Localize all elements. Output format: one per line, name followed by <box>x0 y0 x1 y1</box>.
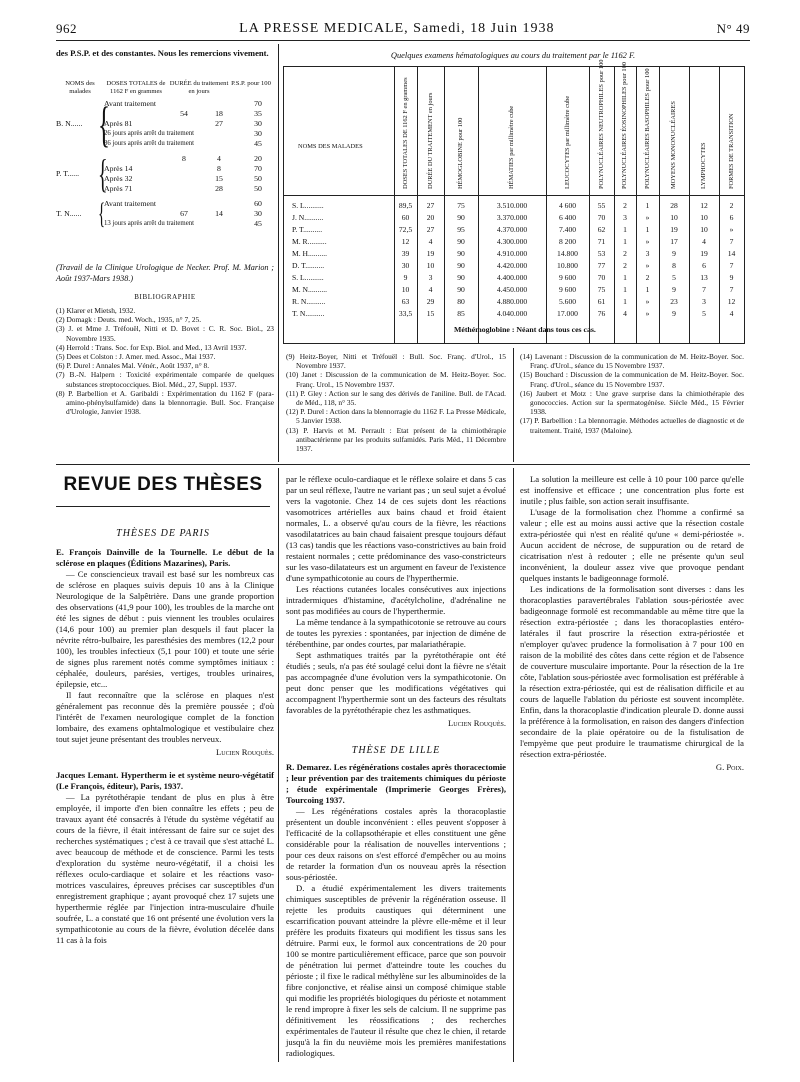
dose-cell: 20 <box>254 154 262 164</box>
hemato-cell: 27 <box>426 201 435 210</box>
hemato-cell: 72,5 <box>398 225 413 234</box>
dose-table-header <box>56 80 272 95</box>
hemato-cell: 75 <box>457 201 465 210</box>
hemato-column-rule <box>689 67 690 343</box>
bibliography-list <box>56 306 274 416</box>
hemato-col-header: HÉMATIES par millimètre cube <box>508 105 515 189</box>
hemato-cell: 1 <box>623 225 627 234</box>
dose-cell: Après 81 <box>104 119 133 129</box>
reference-item: (9) Heitz-Boyer, Nitti et Tréfouël : Bull. Soc. Franç. d'Urol., 15 Novembre 1937. <box>286 352 506 371</box>
hemato-cell: 13 <box>700 273 708 282</box>
dose-row <box>104 119 272 129</box>
dose-group <box>56 199 272 229</box>
hemato-cell: 10 <box>700 225 708 234</box>
thesis-3-title: R. Demarez. Les régénérations costales après thoracectomie ; leur prévention par des traitements chimiques du périoste ; étude expérimentale (Imprimerie Georges Frères), Tourcoing 1937. <box>286 762 506 805</box>
hemato-cell: 33,5 <box>398 309 413 318</box>
hemato-cell: J. N.......... <box>292 213 324 222</box>
dose-cell: 54 <box>180 109 188 119</box>
hemato-cell: 27 <box>426 225 435 234</box>
hemato-cell: 90 <box>457 237 465 246</box>
thesis-2-signature: Lucien Rouquès. <box>448 718 506 728</box>
hemato-cell: 1 <box>623 285 627 294</box>
hemato-col-header: DURÉE DU TRAITEMENT en jours <box>426 92 434 189</box>
dose-cell: 60 <box>254 199 262 209</box>
thesis-2-title: Jacques Lemant. Hypertherm ie et système neuro-végétatif (Le François, éditeur), Paris, 1937. <box>56 770 274 791</box>
dose-cell: 8 <box>217 164 221 174</box>
bibliography-item: (5) Dees et Colston : J. Amer. med. Assoc., Mai 1937. <box>56 352 216 362</box>
hemato-cell: 53 <box>597 249 606 258</box>
hemato-cell: 89,5 <box>398 201 413 210</box>
hemato-cell: 4.040.000 <box>496 309 528 318</box>
hemato-table-header <box>284 59 744 196</box>
section-divider <box>56 464 750 465</box>
paris-heading: THÈSES DE PARIS <box>116 528 210 539</box>
dose-cell <box>174 99 194 109</box>
hemato-column-rule <box>614 67 615 343</box>
page-number: 962 <box>56 21 77 36</box>
heading-rule <box>56 506 270 507</box>
hemato-cell: 14.800 <box>557 249 578 258</box>
hemato-cell: 2 <box>623 249 627 258</box>
dose-cell <box>174 119 194 129</box>
hemato-cell: 9 600 <box>558 273 577 282</box>
hemato-cell: » <box>645 261 650 270</box>
hemato-cell: 1 <box>623 297 627 306</box>
hemato-cell: 10 <box>426 261 435 270</box>
hemato-col-header: HÉMOGLOBINE pour 100 <box>457 117 464 189</box>
brace-icon: { <box>98 96 110 153</box>
hemato-cell: 9 <box>672 309 676 318</box>
hemato-col-header: MOYENS MONONUCLÉAIRES <box>670 101 677 189</box>
dose-cell: 27 <box>215 119 223 129</box>
hemato-cell: S. L.......... <box>292 273 324 282</box>
hemato-cell: S. L.......... <box>292 201 324 210</box>
reference-item: (10) Janet : Discussion de la communication de M. Heitz-Boyer. Soc. Franç. Urol., 15 Novembre 1937. <box>286 370 506 389</box>
dose-cell: Après 14 <box>104 164 133 174</box>
hemato-cell: 4 <box>428 285 433 294</box>
dose-cell: 35 <box>254 109 262 119</box>
dose-cell: 8 <box>182 154 186 164</box>
bibliography-item: (2) Domagk : Deuts. med. Woch., 1935, n° 7, 25. <box>56 315 202 325</box>
dose-cell: 4 <box>217 154 221 164</box>
hemato-cell: 4.300.000 <box>496 237 528 246</box>
hemato-cell: 63 <box>401 297 410 306</box>
hemato-cell: 60 <box>401 213 410 222</box>
thesis-2-para-1-cont: par le réflexe oculo-cardiaque et le réflexe solaire et dans 5 cas par un seul réflexe, l'autre ne variant pas ; un seul sujet a évolué vers la vagotonie. Chez 14 de ces sujets dont les réactions vasomotrices artérielles aux bains chaud et froid étaient normales, L. a observé qu'au cours de la fièvre, les réactions vasodilatatrices au bain chaud faisaient presque toujours défaut (13 cas) tandis que les réactions vaso-constrictives au bain froid restaient normales ; cette prédominance des vaso-constricteurs sur les vaso-dilatateurs est un argument en faveur de l'existence d'une sympathicotonie au cours de l'hyperthermie. <box>286 474 506 583</box>
dose-col-psp: P.S.P. pour 100 <box>231 80 271 87</box>
hemato-col-header: FORMES DE TRANSITION <box>727 113 735 189</box>
dose-cell <box>194 99 244 109</box>
hemato-cell: 19 <box>670 225 678 234</box>
thesis-3-para-2: D. a étudié expérimentalement les divers traitements chimiques susceptibles de prévenir la régénération osseuse. Il rejette les produits caustiques qui déterminent une escarrification pouvant atteindre la plèvre elle-même et il leur préfère les produits fixateurs qui modifient les tissus sans les détruire. Parmi eux, le formol aux concentrations de 20 pour 100 se montre particulièrement efficace, parce que son pouvoir de pénétration lui permet d'atteindre toute les couches du périoste ; il fixe le radical méthylène sur les albuminoïdes de la fibre conjonctive, et réalise ainsi un composé chimique stable qui modifie les propriétés biologiques du périoste et notamment le rend impropre à fixer les sels de calcium. Il ne supprime pas définitivement les réossifications ; des recherches expérimentales de l'auteur il résulte que chez le chien, il retarde jusqu'à la fin du neuvième mois les premières manifestations radiologiques. <box>286 883 506 1058</box>
hemato-cell: 9 <box>729 273 734 282</box>
thesis-1-para-2: Il faut reconnaître que la sclérose en plaques n'est généralement pas reconnue dès la première poussée ; d'où l'intérêt de l'examen neurologique complet de la fonction lombaire, des examens ophtalmologique et vestibulaire chez tout sujet jeune présentant des troubles nerveux. <box>56 690 274 744</box>
hemato-cell: 85 <box>457 309 465 318</box>
hemato-col-header: LYMPHOCYTES <box>700 142 707 189</box>
hemato-cell: 14 <box>727 249 736 258</box>
hemato-cell: 28 <box>670 201 678 210</box>
dose-cell: 70 <box>254 164 262 174</box>
hemato-note: Méthémoglobine : Néant dans tous ces cas. <box>454 325 596 334</box>
dose-cell: Après 71 <box>104 184 133 194</box>
hemato-cell: 7 <box>729 261 734 270</box>
reference-item: (12) P. Durel : Action dans la blennorragie du 1162 F. La Presse Médicale, 5 Janvier 1938. <box>286 407 506 426</box>
hemato-cell: 4 <box>623 309 627 318</box>
hemato-cell: 17 <box>670 237 678 246</box>
dose-cell: 26 jours après arrêt du traitement <box>104 130 195 138</box>
hemato-cell: P. T.......... <box>292 225 323 234</box>
hemato-cell: » <box>645 309 650 318</box>
dose-cell: Avant traitement <box>104 199 157 209</box>
dose-cell <box>104 109 174 119</box>
dose-cell: 30 <box>254 209 262 219</box>
thesis-1-signature: Lucien Rouquès. <box>216 747 274 757</box>
hemato-cell: T. N.......... <box>292 309 325 318</box>
hemato-cell: 55 <box>597 201 606 210</box>
hemato-cell: D. T.......... <box>292 261 325 270</box>
hemato-cell: 39 <box>401 249 410 258</box>
hemato-column-rule <box>636 67 637 343</box>
dose-groups <box>56 96 272 231</box>
hemato-cell: M. N.......... <box>292 285 328 294</box>
hemato-column-rule <box>444 67 445 343</box>
hemato-cell: 2 <box>729 201 734 210</box>
dose-cell: 13 jours après arrêt du traitement <box>104 220 195 228</box>
thesis-1 <box>56 547 274 946</box>
hemato-cell: 19 <box>426 249 435 258</box>
thesis-2-para-2: Les réactions cutanées locales consécutives aux injections intradermiques d'histamine, d'acétylcholine, d'adrénaline ne sont pas modifiées au cours de l'hyperthermie. <box>286 584 506 616</box>
hemato-cell: 7 <box>729 285 734 294</box>
intro-line: des P.S.P. et des constantes. Nous les remercions vivement. <box>56 48 269 58</box>
hemato-col-header: POLYNUCLÉAIRES ÉOSINOPHILES pour 100 <box>621 62 628 189</box>
hemato-column-rule <box>417 67 418 343</box>
dose-row <box>104 184 272 194</box>
hemato-cell: 76 <box>597 309 606 318</box>
hemato-cell: 3 <box>428 273 433 282</box>
hemato-table-title: Quelques examens hématologiques au cours du traitement par le 1162 F. <box>390 51 636 60</box>
hemato-cell: 1 <box>623 237 627 246</box>
hemato-column-rule <box>719 67 720 343</box>
thesis-3-para-4: L'usage de la formolisation chez l'homme a confirmé sa valeur ; elle est au moins aussi active que la résection costale extra-périostée qui n'est en réalité qu'une « demi-périostée ». Aucun accident de nécrose, de suppuration ou de retard de cicatrisation n'est à redouter ; elle ne présente qu'un seul inconvénient, la douleur assez vive que provoque pendant quelques instants le badigeonnage formolé. <box>520 507 744 583</box>
dose-row <box>104 219 272 229</box>
hemato-cell: 62 <box>597 225 606 234</box>
hemato-cell: 4.880.000 <box>496 297 528 306</box>
reference-item: (15) Bouchard : Discussion de la communication de M. Heitz-Boyer. Soc. Franç. d'Urol., séance du 15 Novembre 1937. <box>520 370 744 389</box>
dose-cell: Après 32 <box>104 174 133 184</box>
hemato-cell: 9 <box>672 249 676 258</box>
hemato-column-rule <box>546 67 547 343</box>
hemato-cell: 9 600 <box>558 285 577 294</box>
hemato-cell: R. N.......... <box>292 297 326 306</box>
lille-heading: THÈSE DE LILLE <box>351 745 441 756</box>
hemato-cell: 7 <box>702 285 706 294</box>
dose-col-names: NOMS des malades <box>65 80 95 95</box>
hemato-cell: 4.400.000 <box>496 273 528 282</box>
dose-group <box>56 151 272 197</box>
hemato-cell: 5.600 <box>558 297 577 306</box>
dose-row <box>104 174 272 184</box>
dose-cell <box>174 164 194 174</box>
dose-cell: 14 <box>215 209 223 219</box>
dose-cell: 50 <box>254 174 262 184</box>
dose-group-rows <box>104 154 272 194</box>
dose-cell: 50 <box>254 184 262 194</box>
hemato-cell: 8 <box>672 261 676 270</box>
reference-item: (13) P. Harvis et M. Perrault : Etat présent de la chimiothérapie antibactérienne par les produits sulfamidés. Paris Méd., 11 Décembre 1937. <box>286 425 506 454</box>
thesis-1-title: E. François Dainville de la Tournelle. Le début de la sclérose en plaques (Éditions Mazarines), Paris. <box>56 547 274 568</box>
dose-row <box>104 109 272 119</box>
dose-row <box>104 99 272 109</box>
hemato-cell: 4 <box>428 237 433 246</box>
hemato-cell: 2 <box>623 201 627 210</box>
page-header <box>56 18 750 41</box>
hemato-cell: » <box>645 237 650 246</box>
hemato-cell: 10.800 <box>557 261 578 270</box>
hemato-cell: 29 <box>426 297 435 306</box>
hemato-cell: M. H.......... <box>292 249 328 258</box>
thesis-3-signature: G. Poix. <box>715 762 744 772</box>
hemato-cell: 17.000 <box>557 309 578 318</box>
hemato-cell: 1 <box>623 273 627 282</box>
thesis-2-para-3: La même tendance à la sympathicotonie se retrouve au cours de toutes les pyrexies : spontanées, par injection de diméne de térébenthine, par ondes courtes, par malariathérapie. <box>286 617 506 649</box>
dose-cell <box>174 174 194 184</box>
hemato-column-rule <box>478 67 479 343</box>
dose-cell <box>174 199 194 209</box>
dose-row <box>104 154 272 164</box>
dose-cell: 86 jours après arrêt du traitement <box>104 140 195 148</box>
hemato-cell: 7 <box>729 237 734 246</box>
hemato-cell: 15 <box>426 309 435 318</box>
reference-item: (14) Lavenant : Discussion de la communication de M. Heitz-Boyer. Soc. Franç. d'Urol., séance du 15 Novembre 1937. <box>520 352 744 371</box>
dose-row <box>104 209 272 219</box>
hemato-column-rule <box>394 67 395 343</box>
hemato-column-rule <box>589 67 590 343</box>
hemato-col-header: POLYNUCLÉAIRES BASOPHILES pour 100 <box>643 68 651 189</box>
brace-icon: { <box>98 197 106 231</box>
dose-cell: 15 <box>215 174 223 184</box>
hemato-cell: 6 <box>729 213 734 222</box>
bibliography-item: (6) P. Durel : Annales Mal. Vénér., Août 1937, n° 8. <box>56 361 210 371</box>
hemato-cell: 10 <box>700 213 708 222</box>
bibliography-item: (8) P. Barbellion et A. Garibaldi : Expérimentation du 1162 F (para-amino-phénylsulfamide) dans la blennorragie. Bull. Soc. Française d'Urologie, Janvier 1938. <box>56 388 274 417</box>
dose-cell: 30 <box>254 119 262 129</box>
bibliography-item: (4) Herrold : Trans. Soc. for Exp. Biol. and Med., 13 Avril 1937. <box>56 342 247 352</box>
references-column-2 <box>286 352 506 453</box>
hemato-cell: 1 <box>645 201 650 210</box>
dose-col-doses: DOSES TOTALES de 1162 F en grammes <box>106 80 166 95</box>
hemato-cell: 4 600 <box>558 201 577 210</box>
thesis-3-para-1: — Les régénérations costales après la thoracoplastie présentent un double inconvénient : elles peuvent s'opposer à l'efficacité de la collapsothérapie et elles constituent une gêne considérable pour la réalisation de nouvelles interventions ; pour ces deux raisons on s'est efforcé d'empêcher ou au moins de retarder la formation d'un os nouveau après la résection sous-périostée. <box>286 806 506 882</box>
hemato-cell: 1 <box>645 225 650 234</box>
hemato-cell: 8 200 <box>558 237 577 246</box>
dose-row <box>104 139 272 149</box>
dose-row <box>104 199 272 209</box>
issue-number: N° 49 <box>716 21 750 36</box>
dose-col-duration: DURÉE du traitement en jours <box>169 80 229 95</box>
dose-cell: 30 <box>254 129 262 139</box>
hemato-cell: 3.370.000 <box>496 213 528 222</box>
hemato-cell: 19 <box>700 249 708 258</box>
thesis-1-para-1: — Ce consciencieux travail est basé sur les nombreux cas de sclérose en plaques suivis depuis 10 ans à la Clinique Neurologique de la Salpêtrière. Dans une grande proportion des observations (41,9 pour 100), les troubles de la marche ont été les signes de début : puis viennent les troubles oculaires (14,6 pour 100) au premier plan desquels il faut placer la névrite rétro-bulbaire, les paresthésies des membres (12,2 pour 100), les troubles infectieux (5,1 pour 100) et toute une série de signes plus rarement notés comme symptômes initiaux : céphalée, douleurs, parésies, vertiges, troubles urinaires, épilepsie, etc... <box>56 569 274 689</box>
dose-table-credit: (Travail de la Clinique Urologique de Necker. Prof. M. Marion ; Août 1937-Mars 1938.) <box>56 263 274 283</box>
hemato-cell: 5 <box>672 273 676 282</box>
hemato-cell: 4.450.000 <box>496 285 528 294</box>
hemato-cell: 9 <box>403 273 408 282</box>
hemato-cell: 4 <box>702 237 706 246</box>
hemato-col-header: NOMS DES MALADES <box>298 143 363 150</box>
hemato-cell: 71 <box>597 237 606 246</box>
hemato-cell: 9 <box>672 285 676 294</box>
hemato-col-header: LEUCOCYTES par millimètre cube <box>563 95 571 189</box>
hemato-cell: 70 <box>597 273 606 282</box>
dose-row <box>104 164 272 174</box>
hemato-cell: 3 <box>645 249 650 258</box>
hemato-cell: 5 <box>702 309 706 318</box>
bibliography-item: (3) J. et Mme J. Tréfouël, Nitti et D. Bovet : C. R. Soc. Biol., 23 Novembre 1935. <box>56 324 274 343</box>
dose-cell: Avant traitement <box>104 99 157 109</box>
bibliography-title: BIBLIOGRAPHIE <box>134 293 196 301</box>
hemato-cell: 20 <box>426 213 435 222</box>
dose-cell <box>104 209 174 219</box>
hemato-cell: 7.400 <box>558 225 577 234</box>
hemato-cell: 10 <box>401 285 410 294</box>
hemato-cell: 90 <box>457 261 465 270</box>
thesis-3-para-5: Les indications de la formolisation sont diverses : dans les thoracoplasties paravertébrales l'ablation sous-périostée avec badigeonnage formolé est recommandable au même titre que la résection extra-périostée ; dans les thoracoplasties entéro-latérales il faut proscrire la résection extra-périostée et n'employer qu'avec prudence la formolisation à 7 pour 100 en raison de la mobilité des côtes dans cette région et de l'absence de couverture musculaire importante. Pour la résection de la 1re côte, l'ablation sous-périostée avec formolisation est préférable à la résection extra-périostée, qui est de réalisation difficile et au cours de laquelle l'ablation du périoste est souvent incomplète. Enfin, dans la thoracoplastie d'indication pleurale D. donne aussi la préférence à la formolisation, en raison des dangers d'infection secondaire de la plaie opératoire ou de la fistulisation de l'empyème que peut produire le traumatisme chirurgical de la résection extra-périostée. <box>520 584 744 759</box>
dose-group <box>56 96 272 153</box>
hemato-col-header: POLYNUCLÉAIRES NEUTROPHILES pour 100 <box>597 59 605 189</box>
hemato-table <box>283 59 745 344</box>
dose-cell <box>104 154 174 164</box>
hemato-cell: 10 <box>670 213 678 222</box>
hemato-cell: 4 <box>729 309 734 318</box>
hemato-cell: 3.510.000 <box>496 201 528 210</box>
hemato-cell: 90 <box>457 249 465 258</box>
hemato-col-header: DOSES TOTALES DE 1162 F en grammes <box>401 77 409 189</box>
dose-group-name: B. N...... <box>56 119 83 129</box>
thesis-2-para-4: Sept asthmatiques traités par la pyrétothérapie ont été étudiés ; seuls, n'a pas été soulagé celui dont la fièvre ne s'était pas accompagnée d'une évolution vers la sympathicotonie. On peut donc penser que les modifications végétatives qui accompagnent l'hyperthermie sont un des facteurs des résultats favorables de la pyrétothérapie chez les asthmatiques. <box>286 650 506 715</box>
dose-cell: 45 <box>254 219 262 229</box>
dose-group-rows <box>104 99 272 149</box>
thesis-2-continued <box>286 474 506 1059</box>
bibliography-item: (7) B.-N. Halpern : Toxicité expérimentale comparée de quelques substances streptococciques. Biol. Méd., 27, Suppl. 1937. <box>56 370 274 389</box>
hemato-cell: 80 <box>457 297 465 306</box>
bibliography-item: (1) Klarer et Mietsh, 1932. <box>56 306 136 315</box>
hemato-cell: 90 <box>457 273 465 282</box>
dose-cell: 67 <box>180 209 188 219</box>
section-heading: REVUE DES THÈSES <box>63 474 263 495</box>
hemato-cell: 12 <box>700 201 708 210</box>
hemato-cell: 4.370.000 <box>496 225 528 234</box>
hemato-column-rule <box>659 67 660 343</box>
reference-item: (11) P. Gley : Action sur le sang des dérivés de l'aniline. Bull. de l'Acad. de Méd., 118, n° 35. <box>286 388 506 408</box>
hemato-cell: 2 <box>623 261 627 270</box>
dose-cell: 28 <box>215 184 223 194</box>
journal-title: LA PRESSE MEDICALE, Samedi, 18 Juin 1938 <box>239 21 555 36</box>
hemato-cell: 2 <box>645 273 650 282</box>
hemato-cell: 6 <box>702 261 706 270</box>
thesis-2-para-1: — La pyrétothérapie tendant de plus en plus à être employée, il importe d'en bien connaître les effets ; peu de travaux ayant été consacrés à l'étude du système végétatif au cours de la fièvre, il était intéressant de faire sur ce sujet des recherches systématiques ; c'est à ce travail que s'est attaché L. avec beaucoup de méthode et de conscience. Parmi les tests d'exploration du système neuro-végétatif, il a choisi les réflexes oculo-cardiaque et solaire et les réactions vaso-motrices vasculaires, épreuves précises car susceptibles d'un enregistrement graphique ; ayant provoqué chez 17 sujets une hyperthermie réglée par l'injection intra-musculaire d'huile soufrée, L. a constaté que 16 ont présenté une évolution vers la sympathicotonie au cours de la fièvre, évolution décelée dans 11 cas à la fois <box>56 792 274 945</box>
hemato-cell: » <box>645 213 650 222</box>
hemato-cell: 30 <box>401 261 410 270</box>
hemato-cell: 77 <box>597 261 606 270</box>
dose-cell: 45 <box>254 139 262 149</box>
hemato-cell: 70 <box>597 213 606 222</box>
hemato-cell: 12 <box>727 297 736 306</box>
hemato-cell: 75 <box>597 285 606 294</box>
hemato-cell: 12 <box>401 237 410 246</box>
hemato-cell: » <box>729 225 734 234</box>
brace-icon: { <box>98 151 108 197</box>
hemato-cell: M. R.......... <box>292 237 327 246</box>
hemato-cell: 95 <box>457 225 465 234</box>
thesis-3-continued <box>520 474 744 773</box>
dose-cell <box>174 184 194 194</box>
reference-item: (16) Jaubert et Motz : Une grave surprise dans la chimiothérapie des gonococcies. Action sur la spermatogénèse. Siècle Méd., 15 Février 1938. <box>520 388 744 417</box>
dose-row <box>104 129 272 139</box>
hemato-cell: 6 400 <box>558 213 577 222</box>
dose-cell: 18 <box>215 109 223 119</box>
hemato-cell: » <box>645 297 650 306</box>
hemato-cell: 61 <box>597 297 606 306</box>
thesis-3-para-3: La solution la meilleure est celle à 10 pour 100 parce qu'elle est inoffensive et efficace ; une concentration plus forte est inutile ; plus faible, son action serait insuffisante. <box>520 474 744 506</box>
references-column-3 <box>520 352 744 435</box>
hemato-cell: 1 <box>645 285 650 294</box>
reference-item: (17) P. Barbellion : La blennorragie. Méthodes actuelles de diagnostic et de traitement. Traité, 1937 (Maloine). <box>520 416 744 435</box>
hemato-cell: 90 <box>457 213 465 222</box>
dose-table <box>56 80 272 234</box>
dose-group-name: P. T...... <box>56 169 80 179</box>
hemato-cell: 3 <box>702 297 706 306</box>
dose-cell <box>194 199 244 209</box>
dose-group-name: T. N...... <box>56 209 82 219</box>
hemato-cell: 23 <box>670 297 678 306</box>
hemato-cell: 4.420.000 <box>496 261 528 270</box>
dose-group-rows <box>104 199 272 229</box>
dose-cell: 70 <box>254 99 262 109</box>
hemato-cell: 3 <box>623 213 627 222</box>
hemato-cell: 90 <box>457 285 465 294</box>
hemato-cell: 4.910.000 <box>496 249 528 258</box>
